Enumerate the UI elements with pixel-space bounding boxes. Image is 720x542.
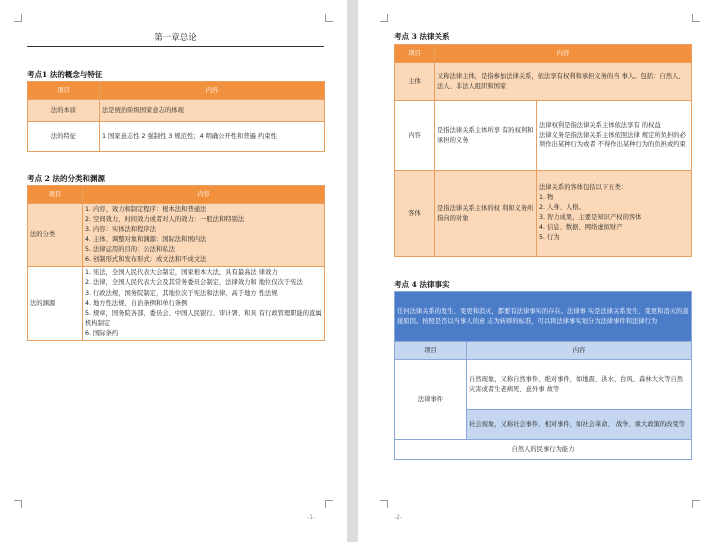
row-content-left: 是指法律关系主体的权 利和义务所指向的对象 <box>435 171 537 257</box>
row-content: 1 国家意志性 2 强制性 3 规范性；4 明确公开性和普遍 约束性 <box>100 122 325 152</box>
table-law-classification <box>27 185 325 341</box>
section-title-1: 考点1 法的概念与特征 <box>27 70 103 79</box>
page-number: -2- <box>394 514 403 521</box>
crop-mark <box>14 14 22 22</box>
list-item: 2. 空间效力、时间效力或者对人的效力：一般法和特别法 <box>85 216 245 224</box>
crop-mark <box>325 500 333 508</box>
table-law-concept <box>27 81 325 152</box>
row-label: 主体 <box>395 63 435 101</box>
list-item: 2. 人身、人格。 <box>539 204 585 212</box>
header-item: 项目 <box>28 186 83 204</box>
row-label: 法的渊源 <box>28 267 83 340</box>
header-content: 内容 <box>467 342 692 360</box>
crop-mark <box>14 500 22 508</box>
list-item: 3. 智力成果，主要是知识产权的客体 <box>539 214 642 222</box>
row-content-left: 是指法律关系主体所享 有的权利和承担的义务 <box>435 101 537 171</box>
header-item: 项目 <box>395 45 435 63</box>
crop-mark <box>692 500 700 508</box>
list-item: 3. 行政法规，国务院制定，其地位次于宪法和法律，高于地方 性法规 <box>85 289 278 297</box>
section-title-4: 考点 4 法律事实 <box>394 280 450 289</box>
row-content: 自然现象，又称自然事件、绝对事件，如地震、洪水、台风、森林大火等自然灾害或者生老病死、意外事 故等 <box>467 360 692 410</box>
section-title-2: 考点 2 法的分类和渊源 <box>27 174 105 183</box>
page-gap <box>347 0 358 542</box>
row-content: 社会现象，又称社会事件、相对事件，如社会革命、 战争、重大政策的改变等 <box>467 410 692 440</box>
list-item: 4. 地方性法规、自治条例和单行条例 <box>85 299 188 307</box>
row-label: 法的特征 <box>28 122 100 152</box>
header-content: 内容 <box>100 82 325 100</box>
row-content <box>83 267 325 340</box>
list-item: 5. 法律运用的目的：公法和私法 <box>85 246 175 254</box>
list-item: 4. 主体、调整对象和渊源：国际法和国内法 <box>85 236 207 244</box>
list-item: 3. 内容：实体法和程序法 <box>85 226 156 234</box>
list-item: 6. 创制形式和发布形式：成文法和不成文法 <box>85 256 207 264</box>
section-title-3: 考点 3 法律关系 <box>394 32 450 41</box>
list-item: 5. 行为 <box>539 234 560 242</box>
crop-mark <box>380 500 388 508</box>
row-label: 内容 <box>395 101 435 171</box>
list-item: 1. 宪法，全国人民代表大会制定，国家根本大法，具有最高法 律效力 <box>85 269 278 277</box>
row-label: 法律事件 <box>395 360 467 440</box>
list-item: 4. 信息、数据、网络虚拟财产 <box>539 224 623 232</box>
row-label: 法的分类 <box>28 204 83 267</box>
row-content: 自然人的民事行为能力 <box>395 440 692 460</box>
document-page-1 <box>0 0 347 542</box>
document-page-2 <box>358 0 720 542</box>
list-item: 6. 国际条约 <box>85 329 119 337</box>
list-item: 5. 规章，国务院各部、委员会、中国人民银行、审计署、和具 有行政管理职能的直属机构制定 <box>85 309 322 327</box>
crop-mark <box>325 14 333 22</box>
list-item: 1. 物 <box>539 194 554 202</box>
row-content: 法是统治阶级国家意志的体现 <box>100 100 325 122</box>
chapter-title: 第一章总论 <box>27 31 324 47</box>
row-content-right <box>537 171 692 257</box>
crop-mark <box>692 14 700 22</box>
table-legal-facts <box>394 291 692 460</box>
intro-banner: 任何法律关系的发生、变更和消灭，都要有法律事实的存在。法律事 实是法律关系发生、变更和消灭的直接原因。按照是否以当事人的意 志为转移的标准，可以将法律事实划分为法律事件和法律行为 <box>395 292 692 342</box>
object-list-title: 法律关系的客体包括以下五类： <box>539 184 628 192</box>
row-content-right: 法律权利是指法律关系主体依法享有 的权益 法律义务是指法律关系主体依照法律 规定所负担的必须作出某种行为或者 不得作出某种行为的负担或约束 <box>537 101 692 171</box>
row-label: 客体 <box>395 171 435 257</box>
list-item: 1. 内容、效力和制定程序：根本法和普通法 <box>85 206 207 213</box>
header-item: 项目 <box>395 342 467 360</box>
page-number: -1- <box>307 514 316 521</box>
table-legal-relation <box>394 44 692 257</box>
header-content: 内容 <box>83 186 325 204</box>
list-item: 2. 法律，全国人民代表大会及其常务委员会制定，法律效力和 地位仅次于宪法 <box>85 279 303 287</box>
row-label: 法的本质 <box>28 100 100 122</box>
row-content <box>83 204 325 267</box>
header-item: 项目 <box>28 82 100 100</box>
crop-mark <box>380 14 388 22</box>
row-content: 又称法律主体，是指参加法律关系，依法享有权利和承担义务的当 事人。包括：自然人、法人、非法人组织和国家 <box>435 63 692 101</box>
header-content: 内容 <box>435 45 692 63</box>
